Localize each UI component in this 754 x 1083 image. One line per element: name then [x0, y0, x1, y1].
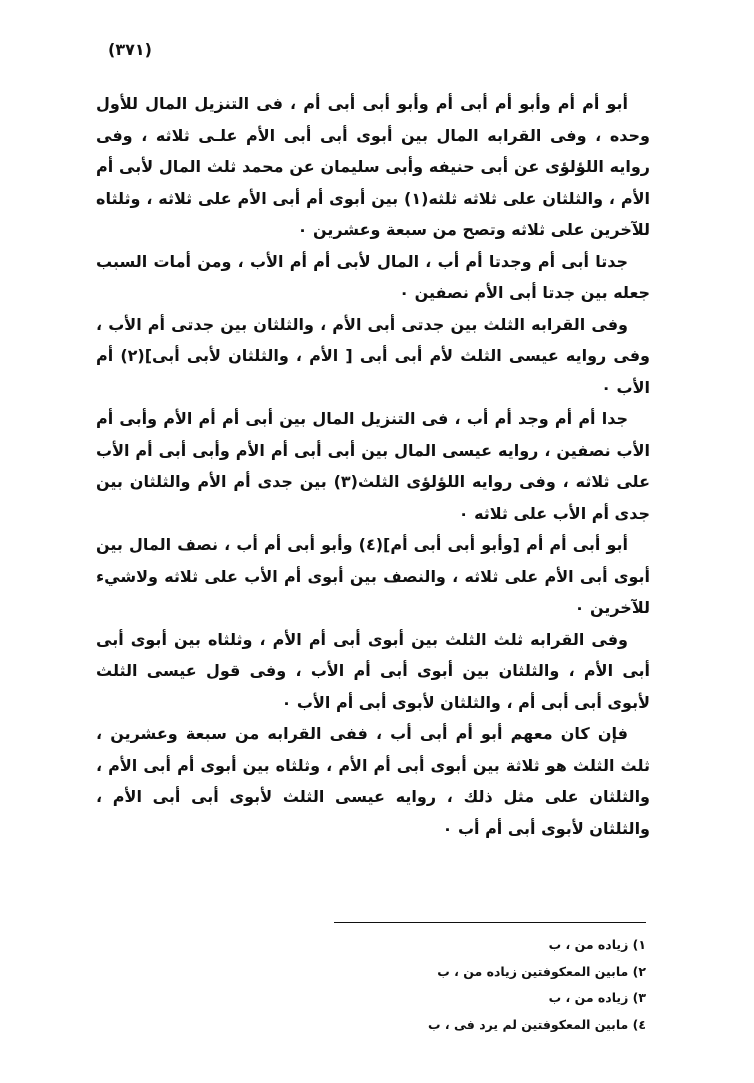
paragraph-5: أبو أبى أم أم [وأبو أبى أبى أم](٤) وأبو أبى أم أب ، نصف المال بين أبوى أبى الأم على ثلاثه ، والنصف بين أبوى أم الأب على ثلاثه ولاشيء للآخرين ٠: [96, 535, 650, 617]
footnote-4: ٤) مابين المعكوفتين لم يرد فى ، ب: [428, 1016, 646, 1032]
paragraph-3: وفى القرابه الثلث بين جدتى أبى الأم ، والثلثان بين جدتى أم الأب ، وفى روايه عيسى الثلث لأم أبى أبى [ الأم ، والثلثان لأبى أبى](٢) أم الأب ٠: [96, 314, 650, 397]
footnote-3: ٣) زياده من ، ب: [548, 990, 646, 1005]
main-text: [96, 88, 650, 844]
footnote-2: ٢) مابين المعكوفتين زياده من ، ب: [437, 963, 646, 979]
footnote-1: ١) زياده من ، ب: [548, 937, 646, 952]
paragraph-7: فإن كان معهم أبو أم أبى أب ، ففى القرابه من سبعة وعشرين ، ثلث الثلث هو ثلاثة بين أبوى أبى أم الأم ، وثلثاه بين أبوى أم أبى الأم ، والثلثان على مثل ذلك ، روايه عيسى الثلث لأبوى أبى أبى الأم ، والثلثان لأبوى أبى أم أب ٠: [96, 724, 650, 838]
footnotes: [300, 932, 646, 1038]
page-number: (٣٧١): [108, 40, 152, 59]
paragraph-2: جدتا أبى أم وجدتا أم أب ، المال لأبى أم أم الأب ، ومن أمات السبب جعله بين جدتا أبى الأم نصفين ٠: [96, 251, 650, 302]
paragraph-1: أبو أم أم وأبو أم أبى أم وأبو أبى أبى أم ، فى التنزيل المال للأول وحده ، وفى القرابه المال بين أبوى أبى أبى الأم علـى ثلاثه ، وفى روايه اللؤلؤى عن أبى حنيفه وأبى سليمان عن محمد ثلث المال لأبى أم الأم ، والثلثان على ثلاثه ثلثه(١) بين أبوى أم أبى الأم على ثلاثه ، وثلثاه للآخرين على ثلاثه وتصح من سبعة وعشرين ٠: [96, 94, 650, 239]
paragraph-6: وفى القرابه ثلث الثلث بين أبوى أبى أم الأم ، وثلثاه بين أبوى أبى أبى الأم ، والثلثان بين أبوى أبى أم الأب ، وفى قول عيسى الثلث لأبوى أبى أبى أم ، والثلثان لأبوى أبى أم الأب ٠: [96, 629, 650, 712]
paragraph-4: جدا أم أم وجد أم أب ، فى التنزيل المال بين أبى أم أم الأم وأبى أم الأب نصفين ، روايه عيسى المال بين أبى أبى أم الأم وأبى أبى أم الأب على ثلاثه ، وفى روايه اللؤلؤى الثلث(٣) بين جدى أم الأم والثلثان بين جدى أم الأب على ثلاثه ٠: [96, 409, 650, 523]
footnote-divider: [334, 922, 646, 923]
